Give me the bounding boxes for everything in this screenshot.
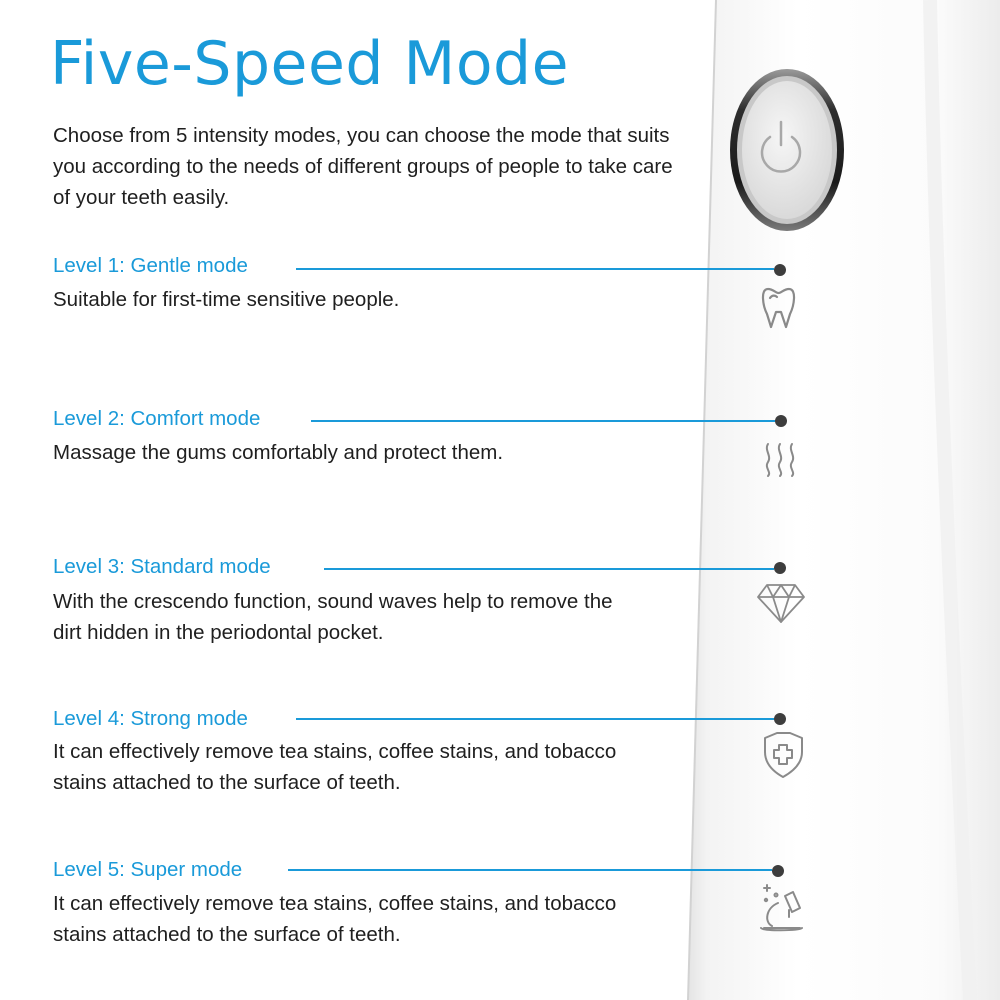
level-2-label: Level 2: Comfort mode <box>53 407 261 430</box>
intro-text: Choose from 5 intensity modes, you can choose the mode that suits you according to the needs of different groups of people to take care of your teeth easily. <box>53 124 673 209</box>
level-3-indicator-dot <box>774 562 786 574</box>
level-2-description: Massage the gums comfortably and protect them. <box>53 441 504 464</box>
level-5-description: It can effectively remove tea stains, coffee stains, and tobacco stains attached to the surface of teeth. <box>53 892 617 946</box>
level-4-label: Level 4: Strong mode <box>53 707 248 730</box>
level-5-label: Level 5: Super mode <box>53 858 243 881</box>
level-4-leader-line <box>296 718 774 720</box>
level-3-leader-line <box>324 568 774 570</box>
level-5-leader-line <box>288 869 772 871</box>
level-3-description: With the crescendo function, sound waves help to remove the dirt hidden in the periodontal pocket. <box>53 590 613 644</box>
power-button[interactable] <box>730 69 844 231</box>
level-4-indicator-dot <box>774 713 786 725</box>
level-1-indicator-dot <box>774 264 786 276</box>
level-3-label: Level 3: Standard mode <box>53 555 271 578</box>
level-5-indicator-dot <box>772 865 784 877</box>
level-2-leader-line <box>311 420 775 422</box>
level-2-indicator-dot <box>775 415 787 427</box>
level-1-label: Level 1: Gentle mode <box>53 254 248 277</box>
level-1-leader-line <box>296 268 774 270</box>
level-4-description: It can effectively remove tea stains, coffee stains, and tobacco stains attached to the surface of teeth. <box>53 740 617 794</box>
level-1-description: Suitable for first-time sensitive people. <box>53 288 400 311</box>
page-title: Five-Speed Mode <box>50 29 570 99</box>
